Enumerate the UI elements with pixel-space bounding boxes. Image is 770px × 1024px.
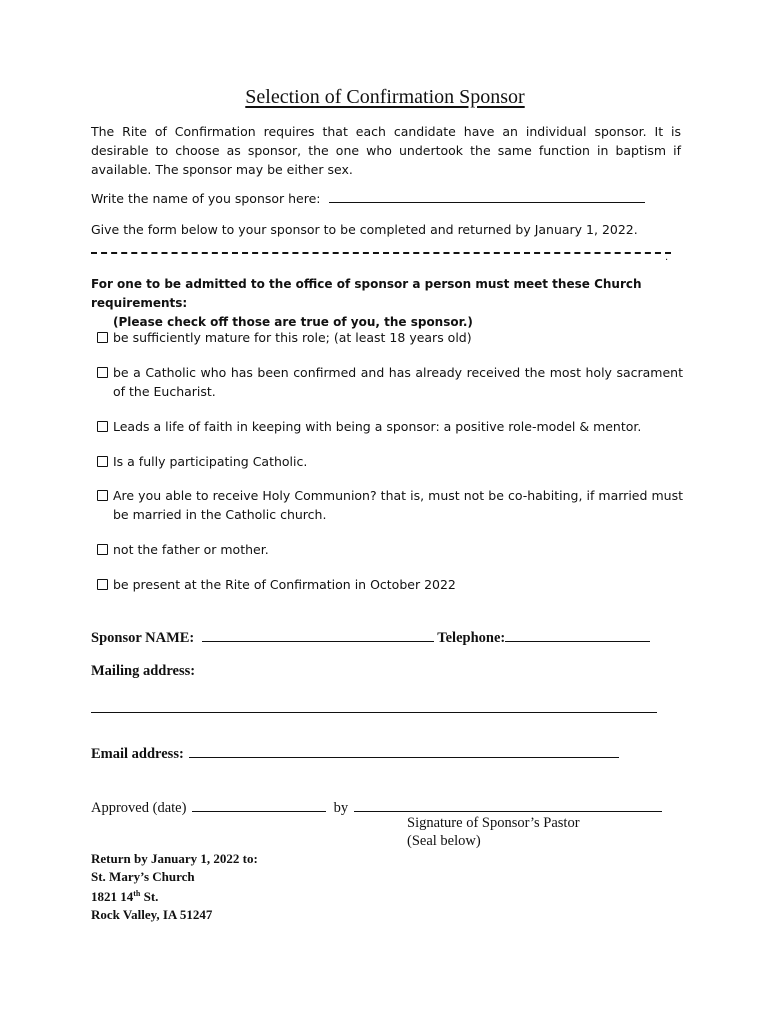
- give-form-instruction: Give the form below to your sponsor to be completed and returned by January 1, 2022.: [91, 222, 638, 237]
- checkbox[interactable]: [97, 332, 108, 343]
- email-field[interactable]: [189, 742, 619, 758]
- requirement-text: be sufficiently mature for this role; (at least 18 years old): [113, 330, 472, 345]
- cut-line-end: .: [665, 252, 669, 263]
- sponsor-name-label: Sponsor NAME:: [91, 630, 195, 646]
- street-suffix: St.: [140, 889, 159, 904]
- checkbox[interactable]: [97, 544, 108, 555]
- requirement-text: Is a fully participating Catholic.: [113, 454, 308, 469]
- requirement-item: [97, 540, 683, 559]
- return-deadline: Return by January 1, 2022 to:: [91, 851, 258, 866]
- signature-caption-block: [407, 814, 580, 850]
- mailing-address-label: Mailing address:: [91, 663, 196, 679]
- telephone-label: Telephone:: [437, 630, 506, 646]
- requirements-subheading: (Please check off those are true of you, the sponsor.): [113, 315, 473, 329]
- checkbox[interactable]: [97, 421, 108, 432]
- requirement-text: Are you able to receive Holy Communion? that is, must not be co-habiting, if married must be married in the Catholic church.: [113, 488, 683, 522]
- mailing-address-field[interactable]: [91, 712, 657, 713]
- return-address-block: [91, 850, 258, 923]
- checkbox[interactable]: [97, 490, 108, 501]
- intro-paragraph: The Rite of Confirmation requires that each candidate have an individual sponsor. It is desirable to choose as sponsor, the one who undertook the same function in baptism if available. The sponsor may be either sex.: [91, 124, 681, 177]
- requirement-item: [97, 486, 683, 524]
- by-label: by: [333, 800, 349, 816]
- requirements-heading-block: [91, 275, 691, 332]
- requirement-text: be present at the Rite of Confirmation in October 2022: [113, 577, 456, 592]
- city-state-zip: Rock Valley, IA 51247: [91, 906, 213, 922]
- approved-date-field[interactable]: [192, 796, 326, 812]
- telephone-field[interactable]: [505, 626, 650, 642]
- requirement-item: [97, 363, 683, 401]
- requirement-item: [97, 575, 683, 594]
- requirements-heading: For one to be admitted to the office of sponsor a person must meet these Church requirements:: [91, 277, 642, 310]
- sponsor-name-prompt-label: Write the name of you sponsor here:: [91, 191, 321, 206]
- signature-caption: Signature of Sponsor’s Pastor: [407, 815, 580, 831]
- checkbox[interactable]: [97, 579, 108, 590]
- seal-caption: (Seal below): [407, 833, 481, 849]
- street-address: [91, 885, 258, 906]
- cut-line-divider: [91, 252, 671, 254]
- street-number: 1821 14: [91, 889, 134, 904]
- sponsor-name-prompt: [91, 189, 681, 208]
- requirement-text: be a Catholic who has been confirmed and has already received the most holy sacrament of the Eucharist.: [113, 365, 683, 399]
- church-name: St. Mary’s Church: [91, 868, 195, 884]
- requirement-item: [97, 452, 683, 471]
- checkbox[interactable]: [97, 367, 108, 378]
- approved-date-label: Approved (date): [91, 800, 187, 816]
- street-ordinal: th: [133, 889, 141, 898]
- sponsor-name-row: [91, 626, 650, 647]
- sponsor-name-blank[interactable]: [329, 190, 645, 203]
- requirement-item: [97, 328, 683, 347]
- email-row: [91, 742, 619, 763]
- document-title: Selection of Confirmation Sponsor: [245, 86, 525, 108]
- sponsor-name-field[interactable]: [202, 626, 434, 642]
- requirement-item: [97, 417, 683, 436]
- requirement-text: Leads a life of faith in keeping with being a sponsor: a positive role-model & mentor.: [113, 419, 642, 434]
- pastor-signature-field[interactable]: [354, 796, 662, 812]
- checkbox[interactable]: [97, 456, 108, 467]
- email-label: Email address:: [91, 746, 184, 762]
- requirement-text: not the father or mother.: [113, 542, 269, 557]
